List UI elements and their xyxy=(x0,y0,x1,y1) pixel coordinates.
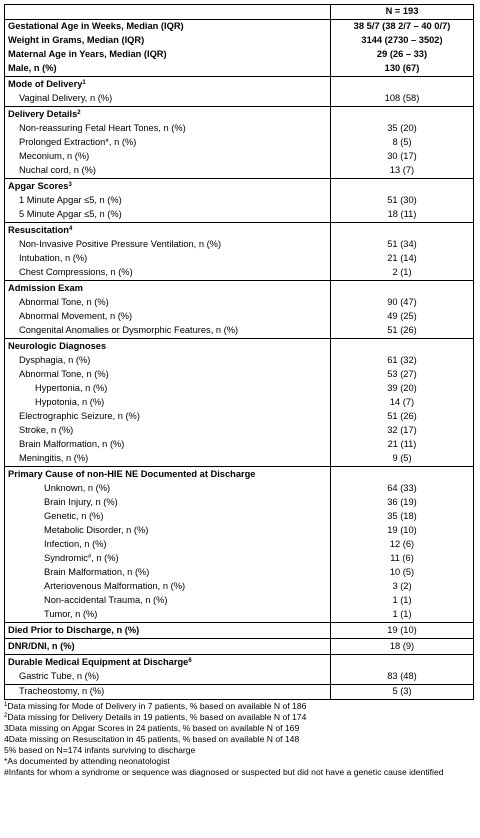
section-header-delivery-details xyxy=(5,107,474,123)
row-label: Intubation, n (%) xyxy=(19,253,88,263)
row-value: 2 (1) xyxy=(331,266,474,281)
row-value: 1 (1) xyxy=(331,594,474,608)
row-label: Genetic, n (%) xyxy=(44,511,104,521)
table-row xyxy=(5,310,474,324)
row-value: 18 (9) xyxy=(331,639,474,655)
row-value: 51 (34) xyxy=(331,238,474,252)
section-header-apgar xyxy=(5,179,474,195)
header-n: N = 193 xyxy=(331,5,474,20)
footnote-marker: 1 xyxy=(4,702,8,708)
table-row xyxy=(5,396,474,410)
footnote-marker: 3 xyxy=(68,182,72,188)
table-row xyxy=(5,150,474,164)
row-value: 61 (32) xyxy=(331,354,474,368)
row-label: Maternal Age in Years, Median (IQR) xyxy=(8,49,167,59)
footnote: $^2$Data missing for Delivery Details in 19 patients, % based on available N of 174 xyxy=(4,712,307,722)
table-row xyxy=(5,496,474,510)
row-value: 13 (7) xyxy=(331,164,474,179)
footnote-marker: # xyxy=(87,554,92,560)
table-row xyxy=(5,122,474,136)
row-label: Stroke, n (%) xyxy=(19,425,74,435)
row-label: Metabolic Disorder, n (%) xyxy=(44,525,149,535)
demographics-table-container xyxy=(4,4,473,778)
footnote: #Infants for whom a syndrome or sequence was diagnosed or suspected but did not have a genetic cause identified xyxy=(4,767,444,777)
row-value: 19 (10) xyxy=(331,524,474,538)
section-title: Resuscitation xyxy=(8,225,69,235)
table-row xyxy=(5,524,474,538)
row-label: Male, n (%) xyxy=(8,63,57,73)
table-row xyxy=(5,368,474,382)
row-label: Meconium, n (%) xyxy=(19,151,90,161)
table-row-dnr xyxy=(5,639,474,655)
row-value: 39 (20) xyxy=(331,382,474,396)
row-value: 30 (17) xyxy=(331,150,474,164)
table-row xyxy=(5,266,474,281)
row-value: 5 (3) xyxy=(331,685,474,700)
table-row xyxy=(5,194,474,208)
row-label: Vaginal Delivery, n (%) xyxy=(19,93,113,103)
table-row xyxy=(5,48,474,62)
row-label: Electrographic Seizure, n (%) xyxy=(19,411,140,421)
row-value: 1 (1) xyxy=(331,608,474,623)
row-value: 9 (5) xyxy=(331,452,474,467)
table-row xyxy=(5,208,474,223)
row-label: Hypertonia, n (%) xyxy=(35,383,108,393)
row-label: Abnormal Tone, n (%) xyxy=(19,297,109,307)
row-value: 51 (26) xyxy=(331,324,474,339)
header-label xyxy=(5,5,331,20)
section-header-primary-cause xyxy=(5,467,474,483)
table-row xyxy=(5,324,474,339)
footnote: $^1$Data missing for Mode of Delivery in 7 patients, % based on available N of 186 xyxy=(4,701,307,711)
row-value: 38 5/7 (38 2/7 – 40 0/7) xyxy=(331,20,474,35)
table-row xyxy=(5,510,474,524)
table-row xyxy=(5,608,474,623)
footnote-marker: 4 xyxy=(68,226,73,232)
row-value: 108 (58) xyxy=(331,92,474,107)
row-label: Prolonged Extraction*, n (%) xyxy=(19,137,137,147)
table-header-row xyxy=(5,5,474,20)
row-value: 36 (19) xyxy=(331,496,474,510)
row-label: Hypotonia, n (%) xyxy=(35,397,105,407)
row-value: 51 (30) xyxy=(331,194,474,208)
row-label: Non-reassuring Fetal Heart Tones, n (%) xyxy=(19,123,186,133)
table-row xyxy=(5,580,474,594)
row-label: Gestational Age in Weeks, Median (IQR) xyxy=(8,21,184,31)
row-label-suffix: , n (%) xyxy=(91,553,119,563)
row-value: 19 (10) xyxy=(331,623,474,639)
row-label: Died Prior to Discharge, n (%) xyxy=(5,623,331,639)
row-value: 49 (25) xyxy=(331,310,474,324)
footnote: 4Data missing on Resuscitation in 45 patients, % based on available N of 148 xyxy=(4,734,300,744)
row-label: Arteriovenous Malformation, n (%) xyxy=(44,581,186,591)
row-label: Non-accidental Trauma, n (%) xyxy=(44,595,168,605)
row-value: 12 (6) xyxy=(331,538,474,552)
row-label: Brain Malformation, n (%) xyxy=(44,567,150,577)
table-row xyxy=(5,538,474,552)
table-row xyxy=(5,566,474,580)
section-header-admission-exam xyxy=(5,281,474,297)
row-label: Brain Injury, n (%) xyxy=(44,497,118,507)
section-title: Durable Medical Equipment at Discharge xyxy=(8,657,189,667)
table-row xyxy=(5,438,474,452)
row-label: Abnormal Tone, n (%) xyxy=(19,369,109,379)
row-label: Weight in Grams, Median (IQR) xyxy=(8,35,145,45)
row-label: Gastric Tube, n (%) xyxy=(19,671,100,681)
demographics-table xyxy=(4,4,474,700)
table-row xyxy=(5,410,474,424)
table-row xyxy=(5,164,474,179)
table-row xyxy=(5,670,474,685)
row-label: Chest Compressions, n (%) xyxy=(19,267,133,277)
table-row xyxy=(5,382,474,396)
section-header-mode-of-delivery xyxy=(5,77,474,93)
table-row xyxy=(5,482,474,496)
row-label: Non-Invasive Positive Pressure Ventilation, n (%) xyxy=(19,239,222,249)
row-value: 53 (27) xyxy=(331,368,474,382)
section-title: Admission Exam xyxy=(5,281,331,297)
row-value: 21 (11) xyxy=(331,438,474,452)
row-label: Meningitis, n (%) xyxy=(19,453,89,463)
footnote-marker: 2 xyxy=(4,713,8,719)
row-value: 90 (47) xyxy=(331,296,474,310)
table-row xyxy=(5,34,474,48)
row-value: 18 (11) xyxy=(331,208,474,223)
row-label: 5 Minute Apgar ≤5, n (%) xyxy=(19,209,122,219)
row-label: Unknown, n (%) xyxy=(44,483,111,493)
section-header-neurologic-diagnoses xyxy=(5,339,474,355)
section-title: Primary Cause of non-HIE NE Documented at Discharge xyxy=(5,467,331,483)
row-value: 3144 (2730 – 3502) xyxy=(331,34,474,48)
section-title: Neurologic Diagnoses xyxy=(5,339,331,355)
table-row xyxy=(5,20,474,35)
footnote-marker: 2 xyxy=(77,110,81,116)
table-row xyxy=(5,296,474,310)
row-label: Congenital Anomalies or Dysmorphic Features, n (%) xyxy=(19,325,239,335)
row-label: 1 Minute Apgar ≤5, n (%) xyxy=(19,195,122,205)
row-label: Nuchal cord, n (%) xyxy=(19,165,96,175)
table-row xyxy=(5,62,474,77)
row-value: 11 (6) xyxy=(331,552,474,566)
row-label: Dysphagia, n (%) xyxy=(19,355,91,365)
row-value: 130 (67) xyxy=(331,62,474,77)
footnote: *As documented by attending neonatologist xyxy=(4,756,170,766)
row-value: 29 (26 – 33) xyxy=(331,48,474,62)
section-title: Delivery Details xyxy=(8,109,78,119)
table-row xyxy=(5,252,474,266)
table-row xyxy=(5,452,474,467)
row-label: Syndromic xyxy=(44,553,88,563)
row-value: 35 (20) xyxy=(331,122,474,136)
footnotes xyxy=(4,701,473,778)
table-row xyxy=(5,238,474,252)
footnote: 5% based on N=174 infants surviving to discharge xyxy=(4,745,196,755)
table-row xyxy=(5,552,474,566)
row-label: Tumor, n (%) xyxy=(44,609,98,619)
row-value: 35 (18) xyxy=(331,510,474,524)
row-label: Tracheostomy, n (%) xyxy=(5,685,331,700)
table-row xyxy=(5,354,474,368)
section-header-dme xyxy=(5,655,474,671)
table-row xyxy=(5,424,474,438)
row-label: Abnormal Movement, n (%) xyxy=(19,311,133,321)
row-label: DNR/DNI, n (%) xyxy=(5,639,331,655)
footnote: 3Data missing on Apgar Scores in 24 patients, % based on available N of 169 xyxy=(4,723,300,733)
row-value: 8 (5) xyxy=(331,136,474,150)
table-row xyxy=(5,594,474,608)
table-row-died xyxy=(5,623,474,639)
row-label: Infection, n (%) xyxy=(44,539,107,549)
row-value: 32 (17) xyxy=(331,424,474,438)
section-title: Mode of Delivery xyxy=(8,79,83,89)
footnote-marker: 1 xyxy=(82,80,86,86)
row-value: 14 (7) xyxy=(331,396,474,410)
row-value: 51 (26) xyxy=(331,410,474,424)
row-value: 83 (48) xyxy=(331,670,474,685)
row-value: 10 (5) xyxy=(331,566,474,580)
row-value: 21 (14) xyxy=(331,252,474,266)
section-title: Apgar Scores xyxy=(8,181,69,191)
table-row xyxy=(5,685,474,700)
row-label: Brain Malformation, n (%) xyxy=(19,439,125,449)
row-value: 64 (33) xyxy=(331,482,474,496)
row-value: 3 (2) xyxy=(331,580,474,594)
table-row xyxy=(5,92,474,107)
table-row xyxy=(5,136,474,150)
footnote-marker: 6 xyxy=(188,658,192,664)
section-header-resuscitation xyxy=(5,223,474,239)
